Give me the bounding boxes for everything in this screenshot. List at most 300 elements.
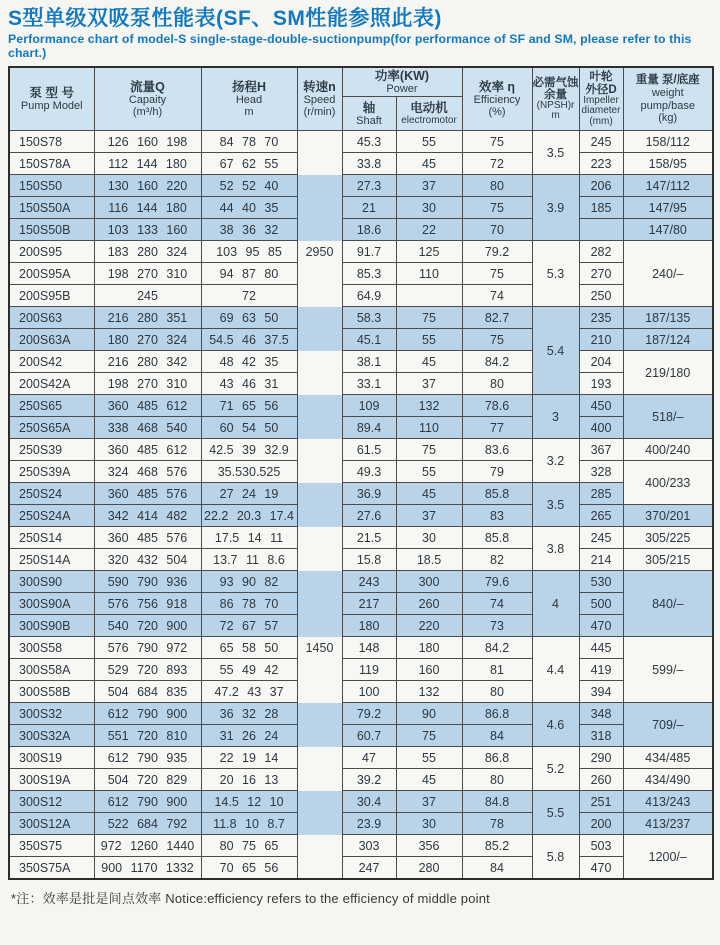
cell-speed [297, 747, 342, 769]
cell-head: 54.5 46 37.5 [201, 329, 297, 351]
col-header-capacity-unit: (m³/h) [132, 106, 163, 119]
cell-capacity: 972 1260 1440 [94, 835, 201, 857]
cell-shaft-power: 45.3 [342, 131, 396, 153]
cell-efficiency: 84.2 [462, 351, 532, 373]
cell-motor-power: 160 [396, 659, 462, 681]
cell-head: 67 62 55 [201, 153, 297, 175]
col-header-efficiency [462, 67, 532, 131]
table-row [9, 351, 713, 373]
cell-shaft-power: 217 [342, 593, 396, 615]
col-header-pump-model-zh: 泵 型 号 [29, 86, 74, 101]
table-row [9, 307, 713, 329]
cell-pump-model: 300S90A [9, 593, 94, 615]
cell-head: 44 40 35 [201, 197, 297, 219]
cell-head: 72 67 57 [201, 615, 297, 637]
cell-head: 94 87 80 [201, 263, 297, 285]
cell-speed [297, 791, 342, 813]
col-header-shaft-en: Shaft [356, 114, 382, 127]
table-row [9, 417, 713, 439]
col-header-impeller [579, 67, 623, 131]
cell-impeller: 500 [579, 593, 623, 615]
cell-weight: 240/– [623, 241, 713, 307]
cell-speed [297, 439, 342, 461]
cell-impeller: 245 [579, 527, 623, 549]
cell-pump-model: 200S42A [9, 373, 94, 395]
cell-efficiency: 74 [462, 593, 532, 615]
cell-shaft-power: 91.7 [342, 241, 396, 263]
cell-weight: 147/112 [623, 175, 713, 197]
cell-capacity: 126 160 198 [94, 131, 201, 153]
cell-impeller: 223 [579, 153, 623, 175]
cell-head: 70 65 56 [201, 857, 297, 879]
col-header-weight [623, 67, 713, 131]
cell-impeller: 193 [579, 373, 623, 395]
cell-efficiency: 74 [462, 285, 532, 307]
cell-head: 36 32 28 [201, 703, 297, 725]
cell-speed [297, 549, 342, 571]
cell-efficiency: 78 [462, 813, 532, 835]
col-header-speed-en: Speed [303, 93, 336, 106]
cell-weight: 187/124 [623, 329, 713, 351]
col-header-impeller-unit: (mm) [589, 115, 613, 127]
cell-impeller: 200 [579, 813, 623, 835]
cell-capacity: 576 756 918 [94, 593, 201, 615]
table-row [9, 681, 713, 703]
cell-capacity: 360 485 612 [94, 439, 201, 461]
cell-efficiency: 83.6 [462, 439, 532, 461]
cell-shaft-power: 60.7 [342, 725, 396, 747]
cell-head: 42.5 39 32.9 [201, 439, 297, 461]
cell-motor-power: 37 [396, 373, 462, 395]
col-header-shaft-zh: 轴 [362, 100, 376, 115]
col-header-impeller-zh1: 叶轮 [589, 71, 613, 84]
cell-motor-power: 22 [396, 219, 462, 241]
cell-capacity: 576 790 972 [94, 637, 201, 659]
cell-motor-power: 30 [396, 197, 462, 219]
cell-head: 38 36 32 [201, 219, 297, 241]
cell-npsh: 5.4 [532, 307, 579, 395]
cell-speed [297, 153, 342, 175]
cell-pump-model: 300S19A [9, 769, 94, 791]
cell-motor-power: 30 [396, 527, 462, 549]
table-row [9, 747, 713, 769]
cell-pump-model: 300S12 [9, 791, 94, 813]
table-row [9, 175, 713, 197]
cell-shaft-power: 39.2 [342, 769, 396, 791]
page-title: S型单级双吸泵性能表(SF、SM性能参照此表) [8, 7, 442, 30]
cell-motor-power: 55 [396, 747, 462, 769]
col-header-npsh-zh2: 余量 [544, 88, 567, 101]
cell-efficiency: 79 [462, 461, 532, 483]
cell-weight: 219/180 [623, 351, 713, 395]
cell-efficiency: 73 [462, 615, 532, 637]
col-header-weight-unit: (kg) [658, 111, 678, 124]
cell-efficiency: 80 [462, 769, 532, 791]
cell-impeller: 503 [579, 835, 623, 857]
footnote: *注：效率是批是间点效率 Notice:efficiency refers to the efficiency of middle point [11, 890, 490, 906]
cell-capacity: 216 280 342 [94, 351, 201, 373]
cell-npsh: 3.5 [532, 483, 579, 527]
cell-pump-model: 300S12A [9, 813, 94, 835]
cell-pump-model: 250S65 [9, 395, 94, 417]
col-header-power-en: Power [386, 83, 418, 96]
cell-capacity: 612 790 935 [94, 747, 201, 769]
col-header-npsh [532, 67, 579, 131]
cell-motor-power: 37 [396, 791, 462, 813]
cell-motor-power: 180 [396, 637, 462, 659]
table-row [9, 241, 713, 263]
cell-impeller: 394 [579, 681, 623, 703]
cell-efficiency: 83 [462, 505, 532, 527]
cell-efficiency: 82.7 [462, 307, 532, 329]
cell-capacity: 900 1170 1332 [94, 857, 201, 879]
cell-pump-model: 200S63 [9, 307, 94, 329]
cell-pump-model: 250S14A [9, 549, 94, 571]
table-row [9, 329, 713, 351]
cell-capacity: 116 144 180 [94, 197, 201, 219]
cell-capacity: 338 468 540 [94, 417, 201, 439]
cell-shaft-power: 61.5 [342, 439, 396, 461]
cell-capacity: 529 720 893 [94, 659, 201, 681]
cell-efficiency: 77 [462, 417, 532, 439]
cell-speed [297, 857, 342, 879]
cell-motor-power: 55 [396, 131, 462, 153]
cell-speed [297, 813, 342, 835]
cell-npsh: 4.4 [532, 637, 579, 703]
cell-impeller: 290 [579, 747, 623, 769]
cell-impeller: 328 [579, 461, 623, 483]
cell-shaft-power: 89.4 [342, 417, 396, 439]
cell-shaft-power: 119 [342, 659, 396, 681]
cell-capacity: 551 720 810 [94, 725, 201, 747]
cell-motor-power: 45 [396, 153, 462, 175]
col-header-impeller-en1: Impeller [583, 94, 619, 106]
col-header-weight-en1: weight [651, 87, 684, 100]
cell-efficiency: 81 [462, 659, 532, 681]
cell-shaft-power: 58.3 [342, 307, 396, 329]
cell-speed [297, 659, 342, 681]
cell-head: 55 49 42 [201, 659, 297, 681]
cell-weight: 147/80 [623, 219, 713, 241]
cell-impeller: 260 [579, 769, 623, 791]
cell-weight: 413/243 [623, 791, 713, 813]
cell-pump-model: 150S50B [9, 219, 94, 241]
cell-pump-model: 250S39 [9, 439, 94, 461]
cell-shaft-power: 21.5 [342, 527, 396, 549]
cell-shaft-power: 33.1 [342, 373, 396, 395]
cell-weight: 187/135 [623, 307, 713, 329]
cell-shaft-power: 47 [342, 747, 396, 769]
table-row [9, 197, 713, 219]
table-row [9, 725, 713, 747]
cell-weight: 599/– [623, 637, 713, 703]
cell-motor-power: 132 [396, 681, 462, 703]
col-header-npsh-unit: m [551, 110, 560, 122]
cell-capacity: 360 485 576 [94, 527, 201, 549]
cell-weight: 434/485 [623, 747, 713, 769]
cell-speed [297, 483, 342, 505]
cell-shaft-power: 27.3 [342, 175, 396, 197]
col-header-pump-model-en: Pump Model [20, 100, 83, 113]
table-row [9, 791, 713, 813]
cell-impeller: 270 [579, 263, 623, 285]
table-row [9, 857, 713, 879]
cell-shaft-power: 148 [342, 637, 396, 659]
cell-impeller: 419 [579, 659, 623, 681]
cell-head: 80 75 65 [201, 835, 297, 857]
cell-capacity: 504 720 829 [94, 769, 201, 791]
col-header-speed-zh: 转速n [303, 79, 336, 94]
cell-pump-model: 300S19 [9, 747, 94, 769]
col-header-efficiency-zh: 效率 η [478, 79, 516, 94]
cell-shaft-power: 109 [342, 395, 396, 417]
cell-capacity: 360 485 612 [94, 395, 201, 417]
cell-efficiency: 78.6 [462, 395, 532, 417]
table-row [9, 461, 713, 483]
cell-head: 17.5 14 11 [201, 527, 297, 549]
cell-weight: 305/215 [623, 549, 713, 571]
cell-weight: 413/237 [623, 813, 713, 835]
cell-npsh: 5.2 [532, 747, 579, 791]
page-subtitle: Performance chart of model-S single-stage-double-suctionpump(for performance of SF and SM, please refer to this chart.) [8, 32, 692, 61]
cell-weight: 840/– [623, 571, 713, 637]
cell-efficiency: 84 [462, 857, 532, 879]
cell-efficiency: 85.2 [462, 835, 532, 857]
cell-speed [297, 769, 342, 791]
col-header-impeller-zh2: 外径D [585, 83, 617, 96]
cell-efficiency: 84 [462, 725, 532, 747]
cell-efficiency: 84.2 [462, 637, 532, 659]
cell-head: 65 58 50 [201, 637, 297, 659]
table-header [9, 67, 713, 131]
cell-capacity: 245 [94, 285, 201, 307]
cell-capacity: 103 133 160 [94, 219, 201, 241]
cell-speed [297, 461, 342, 483]
cell-efficiency: 75 [462, 329, 532, 351]
cell-head: 72 [201, 285, 297, 307]
cell-head: 52 52 40 [201, 175, 297, 197]
cell-efficiency: 85.8 [462, 527, 532, 549]
cell-npsh: 3 [532, 395, 579, 439]
table-row [9, 835, 713, 857]
cell-shaft-power: 23.9 [342, 813, 396, 835]
cell-impeller: 348 [579, 703, 623, 725]
cell-npsh: 4 [532, 571, 579, 637]
table-row [9, 571, 713, 593]
table-row [9, 527, 713, 549]
table-row [9, 813, 713, 835]
cell-speed [297, 175, 342, 197]
cell-motor-power: 75 [396, 439, 462, 461]
cell-efficiency: 80 [462, 373, 532, 395]
cell-speed [297, 329, 342, 351]
cell-pump-model: 200S95B [9, 285, 94, 307]
table-row [9, 219, 713, 241]
col-header-motor-power [396, 97, 462, 131]
cell-shaft-power: 180 [342, 615, 396, 637]
cell-motor-power: 90 [396, 703, 462, 725]
cell-impeller: 400 [579, 417, 623, 439]
cell-speed [297, 681, 342, 703]
cell-shaft-power: 15.8 [342, 549, 396, 571]
table-row [9, 505, 713, 527]
cell-motor-power: 37 [396, 505, 462, 527]
col-header-npsh-en: (NPSH)r [536, 99, 575, 111]
cell-impeller [579, 219, 623, 241]
cell-head: 20 16 13 [201, 769, 297, 791]
cell-speed [297, 703, 342, 725]
cell-efficiency: 84.8 [462, 791, 532, 813]
cell-weight: 305/225 [623, 527, 713, 549]
cell-efficiency: 72 [462, 153, 532, 175]
cell-impeller: 470 [579, 857, 623, 879]
cell-head: 43 46 31 [201, 373, 297, 395]
cell-head: 35.530.525 [201, 461, 297, 483]
col-header-capacity [94, 67, 201, 131]
cell-shaft-power: 45.1 [342, 329, 396, 351]
cell-shaft-power: 36.9 [342, 483, 396, 505]
cell-npsh: 5.3 [532, 241, 579, 307]
table-row [9, 549, 713, 571]
cell-speed [297, 725, 342, 747]
cell-npsh: 3.8 [532, 527, 579, 571]
cell-weight: 709/– [623, 703, 713, 747]
cell-impeller: 445 [579, 637, 623, 659]
col-header-weight-en2: pump/base [640, 99, 695, 112]
cell-head: 60 54 50 [201, 417, 297, 439]
cell-weight: 400/240 [623, 439, 713, 461]
cell-impeller: 235 [579, 307, 623, 329]
cell-capacity: 324 468 576 [94, 461, 201, 483]
cell-weight: 518/– [623, 395, 713, 439]
cell-impeller: 285 [579, 483, 623, 505]
cell-capacity: 612 790 900 [94, 703, 201, 725]
col-header-head-unit: m [244, 106, 254, 119]
col-header-capacity-zh: 流量Q [130, 79, 165, 94]
cell-capacity: 540 720 900 [94, 615, 201, 637]
cell-capacity: 504 684 835 [94, 681, 201, 703]
cell-head: 22 19 14 [201, 747, 297, 769]
cell-speed [297, 417, 342, 439]
cell-motor-power: 45 [396, 483, 462, 505]
table-row [9, 439, 713, 461]
cell-head: 93 90 82 [201, 571, 297, 593]
cell-efficiency: 70 [462, 219, 532, 241]
cell-pump-model: 350S75 [9, 835, 94, 857]
cell-efficiency: 86.8 [462, 747, 532, 769]
col-header-power-zh: 功率(KW) [374, 69, 430, 84]
cell-motor-power: 37 [396, 175, 462, 197]
cell-impeller: 470 [579, 615, 623, 637]
cell-motor-power: 75 [396, 307, 462, 329]
cell-pump-model: 300S58A [9, 659, 94, 681]
cell-speed [297, 351, 342, 373]
table-row [9, 131, 713, 153]
cell-pump-model: 150S78 [9, 131, 94, 153]
table-row [9, 153, 713, 175]
cell-capacity: 112 144 180 [94, 153, 201, 175]
cell-pump-model: 250S39A [9, 461, 94, 483]
table-body [9, 131, 713, 879]
cell-pump-model: 200S95 [9, 241, 94, 263]
cell-head: 48 42 35 [201, 351, 297, 373]
cell-pump-model: 300S32 [9, 703, 94, 725]
cell-npsh: 3.9 [532, 175, 579, 241]
cell-motor-power: 132 [396, 395, 462, 417]
cell-efficiency: 75 [462, 131, 532, 153]
cell-pump-model: 300S32A [9, 725, 94, 747]
cell-shaft-power: 100 [342, 681, 396, 703]
cell-speed [297, 615, 342, 637]
cell-motor-power: 55 [396, 329, 462, 351]
cell-speed: 1450 [297, 637, 342, 659]
cell-pump-model: 200S42 [9, 351, 94, 373]
cell-weight: 158/95 [623, 153, 713, 175]
cell-npsh: 3.5 [532, 131, 579, 175]
performance-table [8, 66, 714, 880]
cell-impeller: 204 [579, 351, 623, 373]
cell-shaft-power: 38.1 [342, 351, 396, 373]
col-header-efficiency-en: Efficiency [473, 93, 521, 106]
cell-shaft-power: 33.8 [342, 153, 396, 175]
cell-head: 47.2 43 37 [201, 681, 297, 703]
col-header-head [201, 67, 297, 131]
cell-speed [297, 373, 342, 395]
cell-motor-power: 110 [396, 263, 462, 285]
cell-head: 14.5 12 10 [201, 791, 297, 813]
cell-motor-power: 55 [396, 461, 462, 483]
cell-head: 69 63 50 [201, 307, 297, 329]
cell-capacity: 522 684 792 [94, 813, 201, 835]
table-row [9, 593, 713, 615]
cell-head: 84 78 70 [201, 131, 297, 153]
cell-capacity: 216 280 351 [94, 307, 201, 329]
cell-shaft-power: 18.6 [342, 219, 396, 241]
cell-shaft-power: 21 [342, 197, 396, 219]
cell-weight: 400/233 [623, 461, 713, 505]
cell-weight: 147/95 [623, 197, 713, 219]
cell-impeller: 250 [579, 285, 623, 307]
cell-capacity: 360 485 576 [94, 483, 201, 505]
cell-pump-model: 300S58B [9, 681, 94, 703]
cell-efficiency: 82 [462, 549, 532, 571]
cell-motor-power: 45 [396, 769, 462, 791]
col-header-head-en: Head [235, 93, 263, 106]
cell-motor-power: 18.5 [396, 549, 462, 571]
cell-npsh: 5.8 [532, 835, 579, 879]
cell-speed [297, 593, 342, 615]
table-row [9, 703, 713, 725]
cell-motor-power: 280 [396, 857, 462, 879]
col-header-efficiency-unit: (%) [488, 106, 506, 119]
col-header-shaft-power [342, 97, 396, 131]
cell-head: 27 24 19 [201, 483, 297, 505]
cell-impeller: 185 [579, 197, 623, 219]
cell-shaft-power: 30.4 [342, 791, 396, 813]
cell-pump-model: 350S75A [9, 857, 94, 879]
cell-impeller: 530 [579, 571, 623, 593]
table-row [9, 373, 713, 395]
cell-capacity: 130 160 220 [94, 175, 201, 197]
col-header-impeller-en2: diameter [581, 105, 621, 117]
cell-motor-power: 220 [396, 615, 462, 637]
cell-shaft-power: 27.6 [342, 505, 396, 527]
table-row [9, 659, 713, 681]
cell-capacity: 612 790 900 [94, 791, 201, 813]
cell-impeller: 206 [579, 175, 623, 197]
cell-capacity: 198 270 310 [94, 373, 201, 395]
cell-shaft-power: 247 [342, 857, 396, 879]
